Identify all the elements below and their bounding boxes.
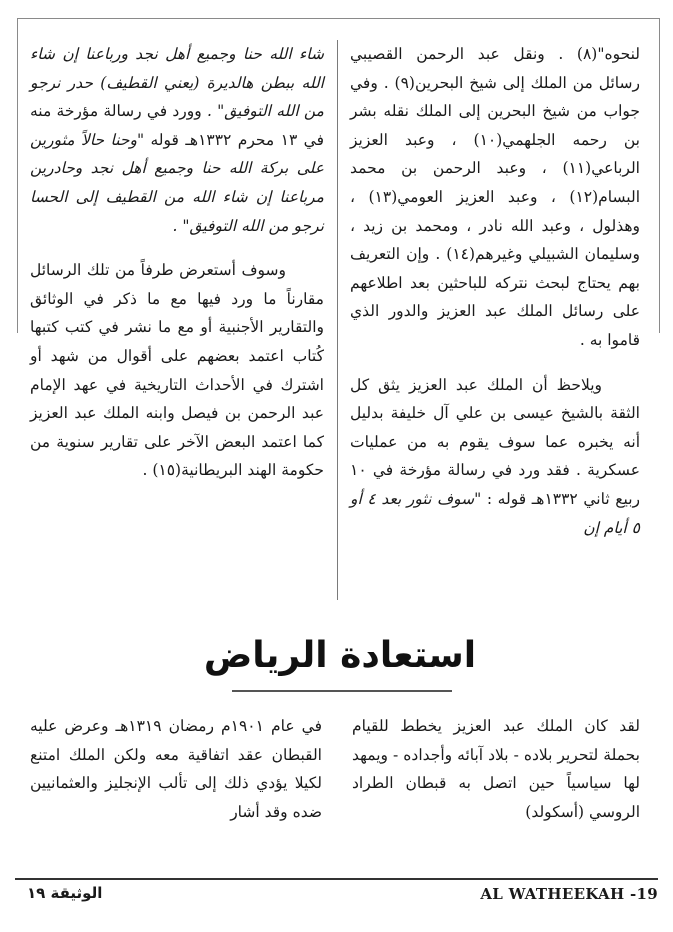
paragraph [30,40,324,240]
paragraph-text: وورد في رسالة مؤرخة منه في ١٣ محرم ١٣٣٢هـ قوله [30,102,324,149]
title-underline [232,690,452,692]
right-column-bottom [352,712,640,826]
footer-divider [15,878,658,880]
quote-text: "وحنا حالاً مثورين على بركة الله حنا وجميع أهل نجد وحادرين مرباعنا إن شاء الله من القطيف إلى الحسا نرجو من الله التوفيق" . [30,130,324,235]
section-title: استعادة الرياض [203,635,477,676]
paragraph-text: ويلاحظ أن الملك عبد العزيز يثق كل الثقة بالشيخ عيسى بن علي آل خليفة بدليل أنه يخبره عما سوف يقوم به من عمليات عسكرية . فقد ورد في رسالة مؤرخة في ١٠ ربيع ثاني ١٣٣٢هـ قوله : [350,375,640,508]
paragraph [350,371,640,543]
footer-page-label-arabic: الوثيقة ١٩ [27,884,103,902]
paragraph: وسوف أستعرض طرفاً من تلك الرسائل مقارناً ما ورد فيها مع ما ذكر في الوثائق والتقارير الأجنبية أو مع ما نشر في كتب كتبها كُتاب اعتمد بعضهم على أقوال من شهد أو اشترك في الأحداث التاريخية في عهد الإمام عبد الرحمن بن فيصل وابنه الملك عبد العزيز كما اعتمد البعض الآخر على تقارير سنوية من حكومة الهند البريطانية(١٥) . [30,261,324,480]
paragraph: في عام ١٩٠١م رمضان ١٣١٩هـ وعرض عليه القبطان عقد اتفاقية معه ولكن الملك امتنع لكيلا يؤدي ذلك إلى تألب الإنجليز والعثمانيين ضده وقد أشار [30,717,322,821]
paragraph: لنحوه"(٨) . ونقل عبد الرحمن القصيبي رسائل من الملك إلى شيخ البحرين(٩) . وفي جواب من شيخ البحرين إلى الملك نقله بشر بن رحمه الجلهمي(١٠) ، وعبد العزيز الرباعي(١١) ، وعبد الرحمن بن محمد البسام(١٢) ، وعبد العزيز العومي(١٣) ، وهذلول ، وعبد الله نادر ، ومحمد بن زيد ، وسليمان الشبيلي وغيرهم(١٤) . وإن التعريف بهم يحتاج لبحث نتركه للباحثين بعد اطلاعهم على رسائل الملك عبد العزيز والدور الذي قاموا به . [350,45,641,349]
left-column-top [30,40,324,485]
column-divider [337,40,338,600]
left-column-bottom [30,712,322,826]
right-column-top [350,40,640,542]
quote-text: "سوف نثور بعد ٤ أو ٥ أيام إن [350,489,640,537]
quote-text: شاء الله حنا وجميع أهل نجد ورباعنا إن شاء الله ببطن هالديرة (يعني القطيف) حدر نرجو من الله التوفيق" . [30,45,324,121]
footer-page-label-english: AL WATHEEKAH -19 [480,885,658,903]
paragraph: لقد كان الملك عبد العزيز يخطط للقيام بحملة لتحرير بلاده - بلاد آبائه وأجداده - ويمهد لها سياسياً حين اتصل به قبطان الطراد الروسي (أسكولد) [352,717,640,821]
